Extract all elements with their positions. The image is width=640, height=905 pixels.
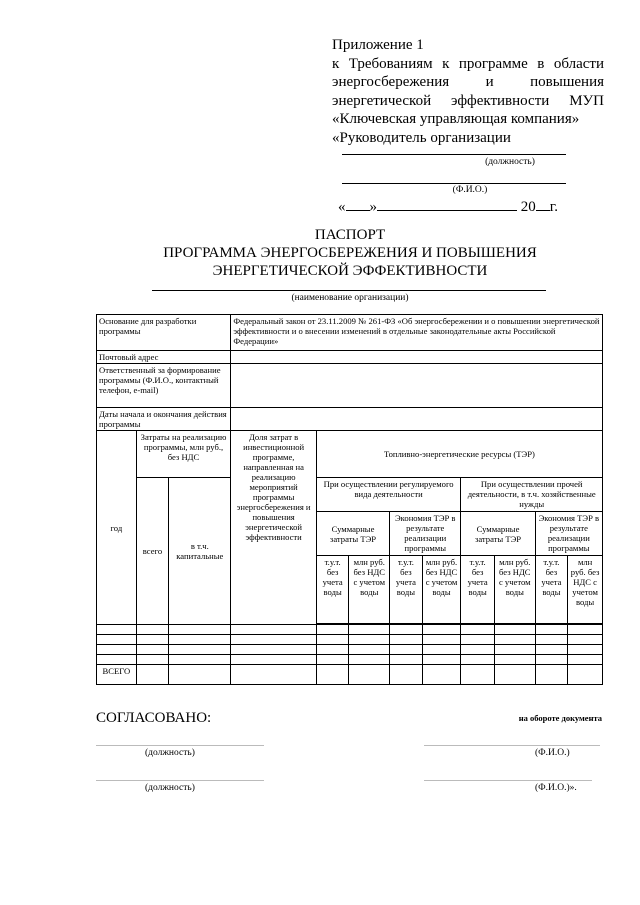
position-caption-1: (должность) (145, 748, 195, 758)
responsible-value[interactable] (231, 364, 603, 408)
appendix-line-6: «Руководитель организации (332, 129, 511, 146)
position-caption: (должность) (485, 157, 535, 167)
org-name-caption: (наименование организации) (291, 293, 409, 303)
fio-line-2 (424, 780, 592, 781)
basis-label: Основание для разработки программы (97, 315, 231, 351)
unit-tut-4: т.у.т. без учета воды (535, 556, 568, 624)
unit-rub-3: млн руб. без НДС с учетом воды (494, 556, 535, 624)
dates-value[interactable] (231, 408, 603, 431)
other-economy-header: Экономия ТЭР в результате реализации программы (535, 512, 602, 556)
date-open-quote: « (338, 199, 346, 215)
regulated-header: При осуществлении регулируемого вида деятельности (316, 478, 461, 512)
fio-caption-2: (Ф.И.О.)». (535, 783, 577, 793)
fio-caption-1: (Ф.И.О.) (535, 748, 570, 758)
total-costs-header: всего (136, 478, 169, 625)
other-activity-header: При осуществлении прочей деятельности, в т.ч. хозяйственные нужды (461, 478, 603, 512)
passport-table (96, 314, 603, 685)
position-line-2 (96, 780, 264, 781)
address-label: Почтовый адрес (97, 351, 231, 364)
unit-rub-2: млн руб. без НДС с учетом воды (422, 556, 461, 624)
table-row (97, 655, 603, 665)
regulated-total-fer-header: Суммарные затраты ТЭР (316, 512, 389, 556)
date-day-blank (346, 198, 370, 211)
appendix-line-5: «Ключевская управляющая компания» (332, 111, 580, 128)
approval-date (338, 198, 558, 216)
table-row (97, 625, 603, 635)
unit-tut-2: т.у.т. без учета воды (390, 556, 423, 624)
date-year-blank (536, 198, 550, 211)
org-name-line (152, 290, 546, 291)
appendix-line-2: к Требованиям к программе в области (332, 55, 604, 72)
appendix-block (332, 36, 604, 148)
date-year-prefix: 20 (520, 199, 536, 215)
regulated-economy-header: Экономия ТЭР в результате реализации программы (390, 512, 461, 556)
unit-tut-1: т.у.т. без учета воды (316, 556, 349, 624)
reverse-side-note: на обороте документа (518, 713, 602, 723)
position-line-1 (96, 745, 264, 746)
document-title (100, 226, 600, 280)
fio-signature-line (342, 183, 566, 184)
title-line-3: ЭНЕРГЕТИЧЕСКОЙ ЭФФЕКТИВНОСТИ (212, 263, 488, 279)
title-line-1: ПАСПОРТ (314, 227, 386, 243)
unit-tut-3: т.у.т. без учета воды (461, 556, 495, 624)
table-row (97, 645, 603, 655)
date-close-quote: » (369, 199, 377, 215)
responsible-label: Ответственный за формирование программы (Ф.И.О., контактный телефон, e-mail) (97, 364, 231, 408)
agreed-heading: СОГЛАСОВАНО: (96, 710, 212, 726)
position-caption-2: (должность) (145, 783, 195, 793)
fio-caption: (Ф.И.О.) (452, 185, 488, 195)
position-signature-line (342, 154, 566, 155)
fio-line-1 (424, 745, 600, 746)
total-row-label: ВСЕГО (97, 665, 137, 685)
total-row (97, 665, 603, 685)
costs-header: Затраты на реализацию программы, млн руб., без НДС (136, 431, 231, 478)
date-year-suffix: г. (549, 199, 558, 215)
table-row (97, 635, 603, 645)
unit-rub-4: млн руб. без НДС с учетом воды (568, 556, 603, 624)
unit-rub-1: млн руб. без НДС с учетом воды (349, 556, 390, 624)
title-line-2: ПРОГРАММА ЭНЕРГОСБЕРЕЖЕНИЯ И ПОВЫШЕНИЯ (163, 245, 537, 261)
appendix-line-3: энергосбережения и повышения (332, 74, 604, 91)
dates-label: Даты начала и окончания действия программы (97, 408, 231, 431)
basis-value: Федеральный закон от 23.11.2009 № 261-ФЗ «Об энергосбережении и о повышении энергетической эффективности и о внесении изменений в отдельные законодательные акты Российской Федерации» (231, 315, 603, 351)
address-value[interactable] (231, 351, 603, 364)
share-header: Доля затрат в инвестиционной программе, направленная на реализацию мероприятий программы энергосбережения и повышения энергетической эффективности (231, 431, 317, 625)
date-month-blank (377, 198, 517, 211)
fer-header: Топливно-энергетические ресурсы (ТЭР) (316, 431, 602, 478)
appendix-line-4: энергетической эффективности МУП (332, 92, 604, 109)
capital-costs-header: в т.ч. капитальные (169, 478, 231, 625)
appendix-line-1: Приложение 1 (332, 37, 424, 53)
year-header: год (97, 431, 137, 625)
other-total-fer-header: Суммарные затраты ТЭР (461, 512, 535, 556)
